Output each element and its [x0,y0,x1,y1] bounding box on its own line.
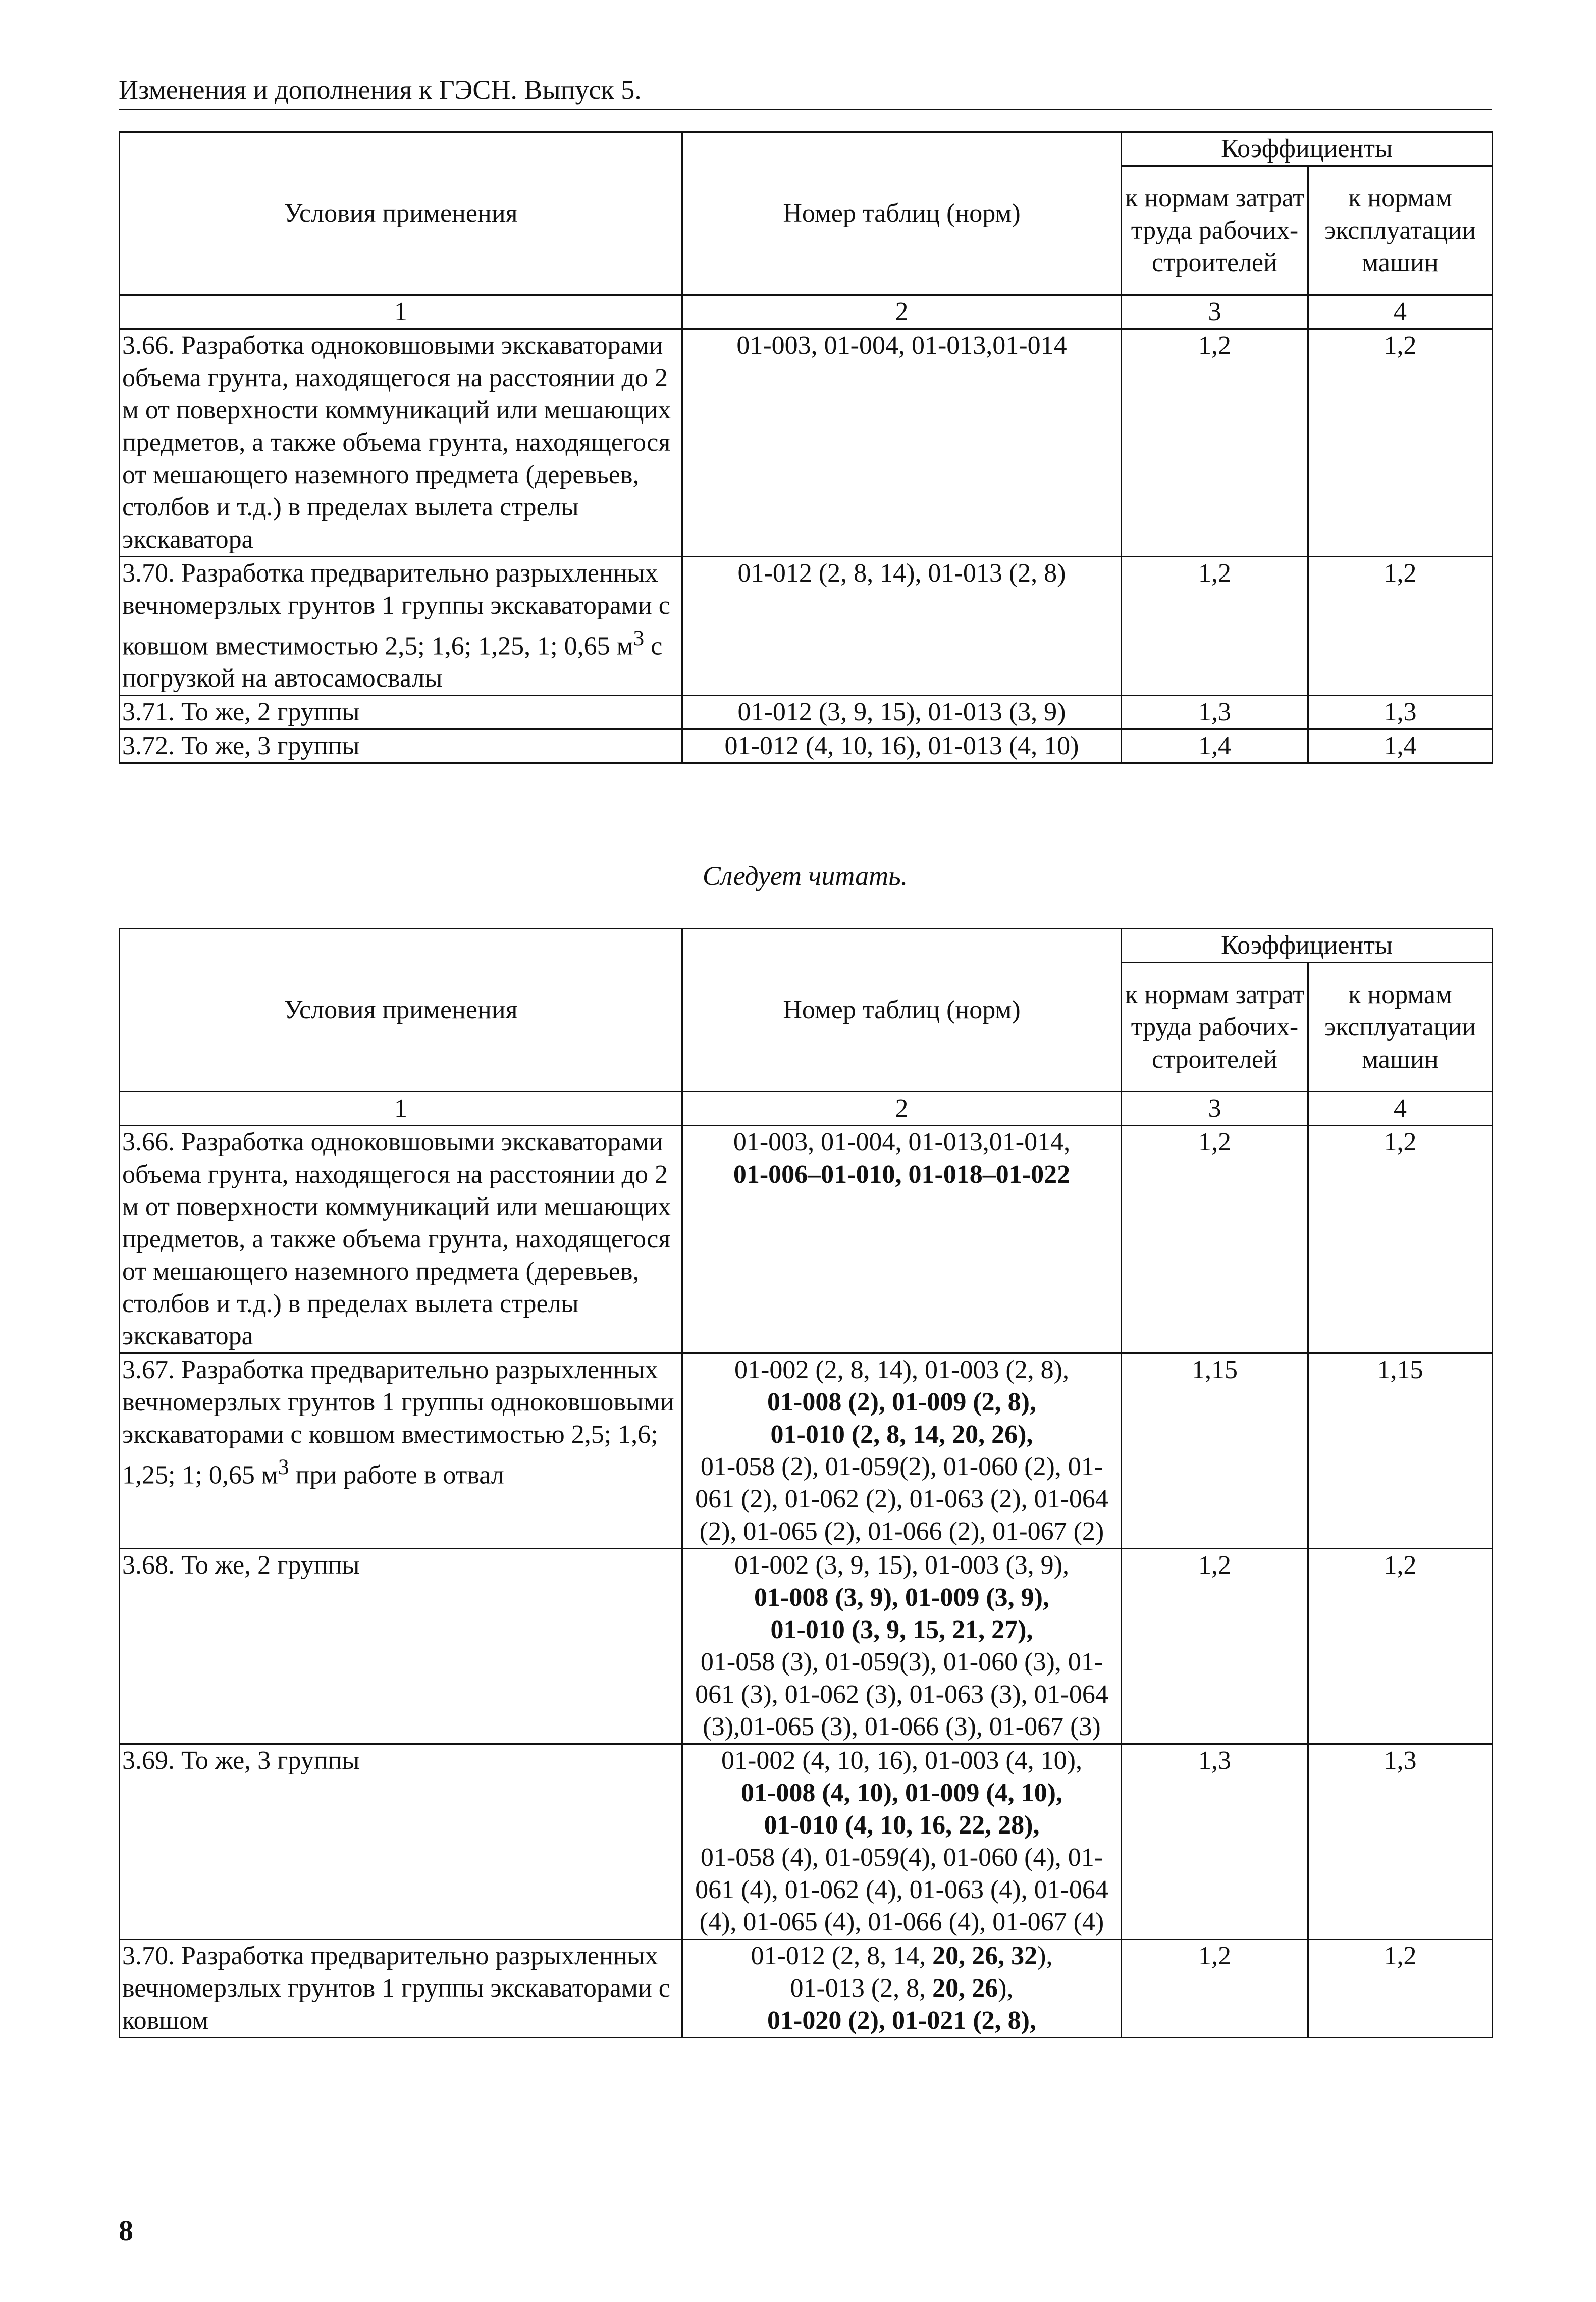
col-head-coefficients: Коэффициенты [1122,929,1493,963]
header-rule [119,109,1492,110]
col-head-table-numbers: Номер таблиц (норм) [682,929,1122,1092]
norm-list-added: 01-010 (3, 9, 15, 21, 27), [770,1615,1033,1644]
condition-text: 3.67. Разработка предварительно разрыхленных вечномерзлых грунтов 1 группы одноковшовыми экскаваторами с ковшом вместимостью 2,5; 1,6; 1,25; 1; 0,65 м [122,1355,674,1490]
table-row [120,329,1493,557]
col-index: 2 [682,1092,1122,1126]
row-condition [120,557,682,696]
col-index: 1 [120,295,682,329]
norm-text-added: 20, 26, 32 [932,1942,1038,1970]
col-head-machines: к нормам эксплуатации машин [1308,166,1493,295]
table-corrected [119,928,1493,2038]
row-condition: 3.68. То же, 2 группы [120,1549,682,1744]
table-row [120,557,1493,696]
row-table-numbers: 01-012 (2, 8, 14), 01-013 (2, 8) [682,557,1122,696]
norm-list [685,1940,1119,1972]
row-machine-coef: 1,2 [1308,1126,1493,1353]
row-machine-coef: 1,3 [1308,696,1493,729]
col-index: 4 [1308,1092,1493,1126]
norm-list: 01-058 (2), 01-059(2), 01-060 (2), 01-061 (2), 01-062 (2), 01-063 (2), 01-064 (2), 01-065 (2), 01-066 (2), 01-067 (2) [695,1452,1108,1546]
col-head-labor: к нормам затрат труда рабочих-строителей [1122,166,1308,295]
row-labor-coef: 1,2 [1122,1940,1308,2038]
condition-text: 3.70. Разработка предварительно разрыхленных вечномерзлых грунтов 1 группы экскаваторами с ковшом вместимостью 2,5; 1,6; 1,25, 1; 0,65 м [122,559,670,661]
table-row [120,1940,1493,2038]
col-head-coefficients: Коэффициенты [1122,132,1493,166]
col-index: 1 [120,1092,682,1126]
norm-list: 01-002 (4, 10, 16), 01-003 (4, 10), [721,1746,1082,1775]
norm-list-added: 01-010 (4, 10, 16, 22, 28), [764,1811,1040,1840]
row-condition: 3.66. Разработка одноковшовыми экскаваторами объема грунта, находящегося на расстоянии до 2 м от поверхности коммуникаций или мешающих предметов, а также объема грунта, находящегося от мешающего наземного предмета (деревьев, столбов и т.д.) в пределах вылета стрелы экскаватора [120,329,682,557]
row-table-numbers [682,1353,1122,1549]
row-labor-coef: 1,2 [1122,1126,1308,1353]
row-table-numbers: 01-003, 01-004, 01-013,01-014 [682,329,1122,557]
table-row [120,1744,1493,1940]
col-head-labor: к нормам затрат труда рабочих-строителей [1122,963,1308,1092]
column-index-row [120,295,1493,329]
norm-list-added: 01-010 (2, 8, 14, 20, 26), [770,1420,1033,1449]
row-table-numbers [682,1940,1122,2038]
row-labor-coef: 1,2 [1122,329,1308,557]
norm-list-added: 01-006–01-010, 01-018–01-022 [733,1160,1071,1189]
norm-text: 01-012 (2, 8, 14, [751,1942,933,1970]
norm-list: 01-003, 01-004, 01-013,01-014, [733,1128,1071,1157]
row-table-numbers [682,1126,1122,1353]
norm-list: 01-058 (3), 01-059(3), 01-060 (3), 01-061 (3), 01-062 (3), 01-063 (3), 01-064 (3),01-065 (3), 01-066 (3), 01-067 (3) [695,1648,1108,1741]
norm-list-added: 01-020 (2), 01-021 (2, 8), [767,2006,1036,2035]
row-table-numbers: 01-012 (3, 9, 15), 01-013 (3, 9) [682,696,1122,729]
row-condition: 3.66. Разработка одноковшовыми экскаваторами объема грунта, находящегося на расстоянии до 2 м от поверхности коммуникаций или мешающих предметов, а также объема грунта, находящегося от мешающего наземного предмета (деревьев, столбов и т.д.) в пределах вылета стрелы экскаватора [120,1126,682,1353]
caption-should-read: Следует читать. [702,861,908,891]
norm-list: 01-058 (4), 01-059(4), 01-060 (4), 01-061 (4), 01-062 (4), 01-063 (4), 01-064 (4), 01-065 (4), 01-066 (4), 01-067 (4) [695,1843,1108,1937]
table-row [120,1126,1493,1353]
norm-list-added: 01-008 (2), 01-009 (2, 8), [767,1388,1036,1417]
col-index: 2 [682,295,1122,329]
norm-list [685,1972,1119,2005]
row-condition: 3.69. То же, 3 группы [120,1744,682,1940]
condition-text-end: с погрузкой на автосамосвалы [122,632,663,693]
norm-list-added: 01-008 (4, 10), 01-009 (4, 10), [741,1778,1062,1807]
column-index-row [120,1092,1493,1126]
row-condition [120,1353,682,1549]
page-number: 8 [119,2214,133,2247]
row-machine-coef: 1,2 [1308,1940,1493,2038]
row-condition: 3.72. То же, 3 группы [120,729,682,763]
table-original [119,131,1493,764]
col-head-machines: к нормам эксплуатации машин [1308,963,1493,1092]
row-machine-coef: 1,3 [1308,1744,1493,1940]
norm-list: 01-002 (3, 9, 15), 01-003 (3, 9), [734,1551,1069,1580]
row-labor-coef: 1,4 [1122,729,1308,763]
superscript: 3 [633,626,645,650]
norm-text: 01-013 (2, 8, [790,1974,933,2003]
row-table-numbers [682,1549,1122,1744]
norm-text: ), [1037,1942,1053,1970]
row-machine-coef: 1,4 [1308,729,1493,763]
row-machine-coef: 1,2 [1308,329,1493,557]
table-row [120,1353,1493,1549]
col-head-table-numbers: Номер таблиц (норм) [682,132,1122,295]
table-row [120,1549,1493,1744]
row-labor-coef: 1,2 [1122,1549,1308,1744]
norm-text-added: 20, 26 [932,1974,998,2003]
superscript: 3 [278,1455,289,1479]
norm-text: ), [998,1974,1014,2003]
col-index: 4 [1308,295,1493,329]
row-machine-coef: 1,15 [1308,1353,1493,1549]
row-labor-coef: 1,3 [1122,696,1308,729]
col-head-conditions: Условия применения [120,132,682,295]
row-machine-coef: 1,2 [1308,1549,1493,1744]
col-index: 3 [1122,1092,1308,1126]
row-table-numbers: 01-012 (4, 10, 16), 01-013 (4, 10) [682,729,1122,763]
norm-list-added: 01-008 (3, 9), 01-009 (3, 9), [754,1583,1049,1612]
running-header: Изменения и дополнения к ГЭСН. Выпуск 5. [119,75,642,105]
table-row [120,696,1493,729]
row-machine-coef: 1,2 [1308,557,1493,696]
norm-list: 01-002 (2, 8, 14), 01-003 (2, 8), [734,1355,1069,1384]
condition-text-end: при работе в отвал [289,1460,504,1490]
row-table-numbers [682,1744,1122,1940]
table-row [120,729,1493,763]
row-labor-coef: 1,3 [1122,1744,1308,1940]
row-condition: 3.70. Разработка предварительно разрыхленных вечномерзлых грунтов 1 группы экскаваторами с ковшом [120,1940,682,2038]
row-labor-coef: 1,2 [1122,557,1308,696]
col-head-conditions: Условия применения [120,929,682,1092]
col-index: 3 [1122,295,1308,329]
row-condition: 3.71. То же, 2 группы [120,696,682,729]
row-labor-coef: 1,15 [1122,1353,1308,1549]
